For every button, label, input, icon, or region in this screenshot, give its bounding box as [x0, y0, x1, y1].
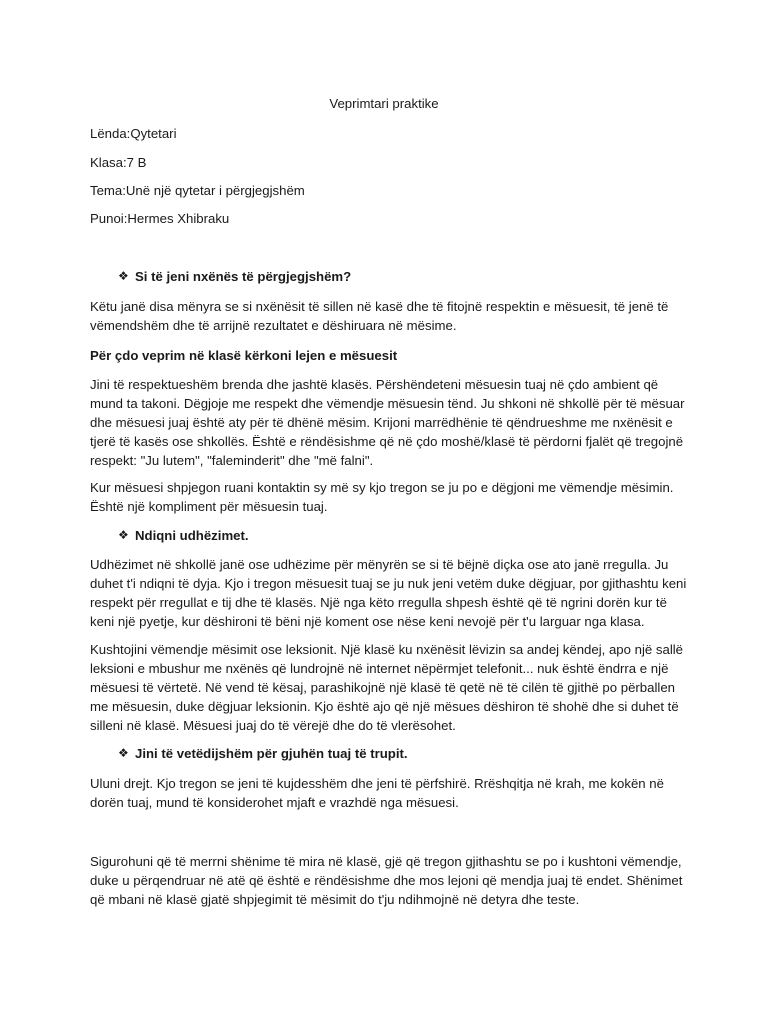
diamond-bullet-icon: ❖ — [118, 528, 129, 542]
respect-paragraph: Jini të respektueshëm brenda dhe jashtë klasës. Përshëndeteni mësuesin tuaj në çdo ambient që mund ta takoni. Dëgjoje me respekt dhe vëmendje mësuesin tënd. Ju shkoni në shkollë për të mësuar dhe mësuesi juaj është aty për të dhënë mësim. Krijoni marrëdhënie të qëndrueshme me nxënësit e tjerë të kasës ose shkollës. Është e rëndësishme që në çdo moshë/klasë të përdorni fjalët që tregojnë respekt: "Ju lutem", "faleminderit" dhe "më falni". — [90, 377, 685, 468]
notes-paragraph: Sigurohuni që të merrni shënime të mira në klasë, gjë që tregon gjithashtu se po i kushtoni vëmendje, duke u përqendruar në atë që është e rëndësishme dhe mos lejoni që mendja juaj të endet. Shënimet që mbani në klasë gjatë shpjegimit të mësimit do t'ju ndihmojnë në detyra dhe teste. — [90, 854, 683, 907]
heading-text: Si të jeni nxënës të përgjegjshëm? — [135, 269, 352, 284]
section-heading-body-language — [118, 744, 408, 763]
section-heading-responsible — [118, 267, 351, 286]
permission-line: Për çdo veprim në klasë kërkoni lejen e mësuesit — [90, 348, 398, 363]
diamond-bullet-icon: ❖ — [118, 746, 129, 760]
posture-paragraph: Uluni drejt. Kjo tregon se jeni të kujdesshëm dhe jeni të përfshirë. Rrëshqitja në krah, me kokën në dorën tuaj, mund të konsiderohet mjaft e vrazhdë nga mësuesi. — [90, 776, 664, 810]
subject-line: Lënda:Qytetari — [90, 126, 177, 141]
eye-contact-paragraph: Kur mësuesi shpjegon ruani kontaktin sy më sy kjo tregon se ju po e dëgjoni me vëmendje mësimin. Është një kompliment për mësuesin tuaj. — [90, 480, 674, 514]
diamond-bullet-icon: ❖ — [118, 269, 129, 283]
document-title: Veprimtari praktike — [329, 96, 439, 111]
section-heading-instructions — [118, 526, 249, 545]
class-line: Klasa:7 B — [90, 155, 147, 170]
heading-text: Jini të vetëdijshëm për gjuhën tuaj të trupit. — [135, 746, 408, 761]
heading-text: Ndiqni udhëzimet. — [135, 528, 249, 543]
intro-paragraph: Këtu janë disa mënyra se si nxënësit të sillen në kasë dhe të fitojnë respektin e mësuesit, të jenë të vëmendshëm dhe të arrijnë rezultatet e dëshiruara në mësime. — [90, 299, 669, 333]
topic-line: Tema:Unë një qytetar i përgjegjshëm — [90, 183, 305, 198]
attention-paragraph: Kushtojini vëmendje mësimit ose leksionit. Një klasë ku nxënësit lëvizin sa andej këndej, apo një sallë leksioni e mbushur me nxënës që lundrojnë në internet nëpërmjet telefonit... nuk është ëndrra e një mësuesi të vërtetë. Në vend të kësaj, parashikojnë një klasë të qetë në të cilën të gjithë po përballen me mësuesin, duke dëgjuar leksionin. Kjo është ajo që një mësues dëshiron të shohë dhe si duhet të silleni në klasë. Mësuesi juaj do të vërejë dhe do të vlerësohet. — [90, 642, 684, 733]
instructions-paragraph: Udhëzimet në shkollë janë ose udhëzime për mënyrën se si të bëjnë diçka ose ato janë rregulla. Ju duhet t'i ndiqni të dyja. Kjo i tregon mësuesit tuaj se ju nuk jeni vetëm duke dëgjuar, por gjithashtu keni respekt për rregullat e tij dhe të klasës. Një nga këto rregulla shpesh është që të ngrini dorën kur të keni një pyetje, kur dëshironi të bëni një koment ose nëse keni nevojë për t'u larguar nga klasa. — [90, 557, 687, 629]
author-line: Punoi:Hermes Xhibraku — [90, 211, 230, 226]
